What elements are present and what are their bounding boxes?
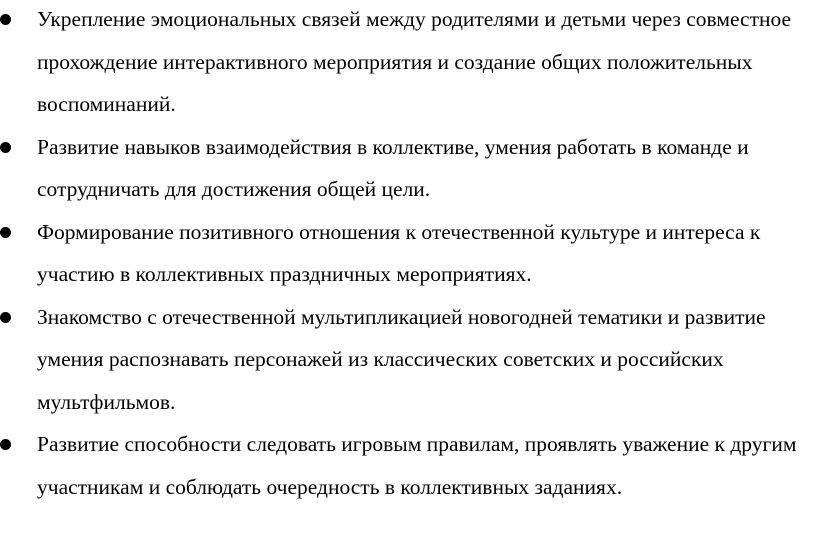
bullet-icon — [0, 439, 11, 450]
list-item-text: Укрепление эмоциональных связей между родителями и детьми через совместное прохождение интерактивного мероприятия и создание общих положительных воспоминаний. — [37, 7, 792, 116]
bullet-icon — [0, 312, 11, 323]
list-item — [0, 211, 816, 296]
list-item — [0, 0, 816, 126]
list-item — [0, 296, 816, 424]
bullet-icon — [0, 227, 11, 238]
bullet-icon — [0, 14, 11, 25]
bullet-icon — [0, 142, 11, 153]
list-item — [0, 423, 816, 508]
list-item-text: Знакомство с отечественной мультипликацией новогодней тематики и развитие умения распознавать персонажей из классических советских и российских мультфильмов. — [37, 304, 766, 414]
list-item — [0, 126, 816, 211]
list-item-text: Развитие способности следовать игровым правилам, проявлять уважение к другим участникам и соблюдать очередность в коллективных заданиях. — [37, 432, 797, 499]
list-item-text: Формирование позитивного отношения к отечественной культуре и интереса к участию в коллективных праздничных мероприятиях. — [37, 219, 761, 286]
list-item-text: Развитие навыков взаимодействия в коллективе, умения работать в команде и сотрудничать для достижения общей цели. — [37, 134, 749, 201]
